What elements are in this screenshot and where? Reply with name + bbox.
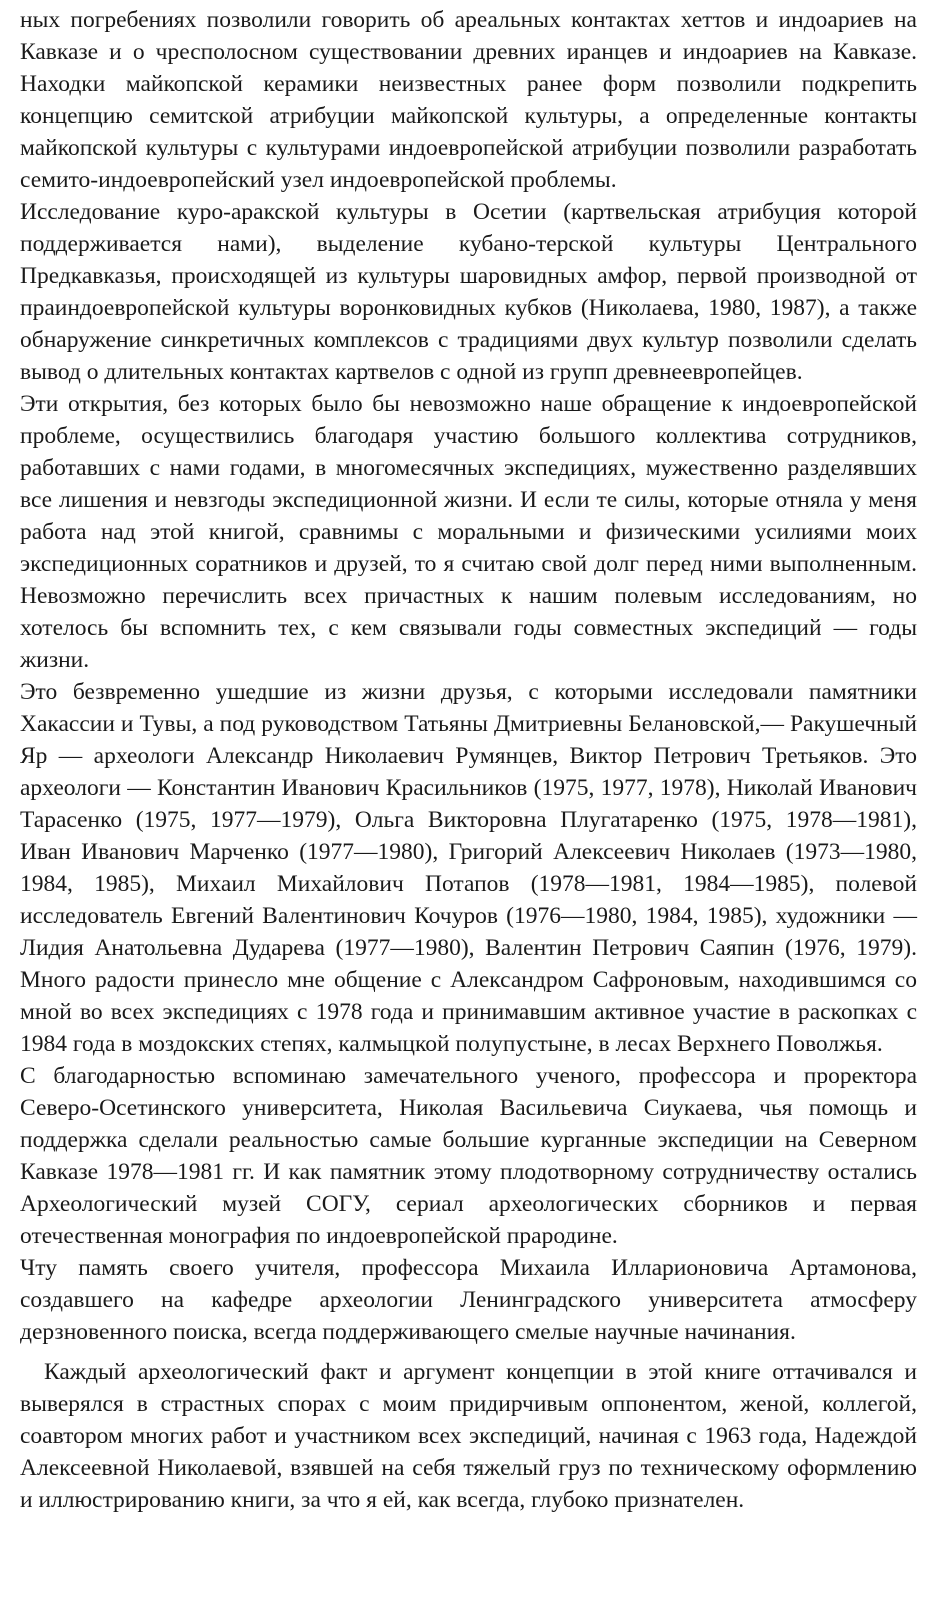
paragraph-continuation: ных погребениях позволили говорить об ареальных контактах хеттов и индоариев на Кавказе и о чресполосном существовании древних иранцев и индоариев на Кавказе. Находки майкопской керамики неизвестных ранее форм позволили подкрепить концепцию семитской атрибуции майкопской культуры, а определенные контакты майкопской культуры с культурами индоевропейской атрибуции позволили разработать семито-индоевропейский узел индоевропейской проблемы. bbox=[20, 7, 917, 193]
paragraph-kuro-araxes: Исследование куро-аракской культуры в Осетии (картвельская атрибуция которой поддерживается нами), выделение кубано-терской культуры Центрального Предкавказья, происходящей из культуры шаровидных амфор, первой производной от праиндоевропейской культуры воронковидных кубков (Николаева, 1980, 1987), а также обнаружение синкретичных комплексов с традициями двух культур позволили сделать вывод о длительных контактах картвелов с одной из групп древнеевропейцев. bbox=[20, 199, 917, 385]
paragraph-siukaev: С благодарностью вспоминаю замечательного ученого, профессора и проректора Северо-Осетинского университета, Николая Васильевича Сиукаева, чья помощь и поддержка сделали реальностью самые большие курганные экспедиции на Северном Кавказе 1978—1981 гг. И как памятник этому плодотворному сотрудничеству остались Археологический музей СОГУ, сериал археологических сборников и первая отечественная монография по индоевропейской прародине. bbox=[20, 1063, 917, 1249]
paragraph-nikolaeva: Каждый археологический факт и аргумент концепции в этой книге оттачивался и выверялся в страстных спорах с моим придирчивым оппонентом, женой, коллегой, соавтором многих работ и участником всех экспедиций, начиная с 1963 года, Надеждой Алексеевной Николаевой, взявшей на себя тяжелый груз по техническому оформлению и иллюстрированию книги, за что я ей, как всегда, глубоко признателен. bbox=[20, 1359, 917, 1513]
paragraph-discoveries: Эти открытия, без которых было бы невозможно наше обращение к индоевропейской проблеме, осуществились благодаря участию большого коллектива сотрудников, работавших с нами годами, в многомесячных экспедициях, мужественно разделявших все лишения и невзгоды экспедиционной жизни. И если те силы, которые отняла у меня работа над этой книгой, сравнимы с моральными и физическими усилиями моих экспедиционных соратников и друзей, то я считаю свой долг перед ними выполненным. Невозможно перечислить всех причастных к нашим полевым исследованиям, но хотелось бы вспомнить тех, с кем связывали годы совместных экспедиций — годы жизни. bbox=[20, 391, 917, 673]
paragraph-artamonov: Чту память своего учителя, профессора Михаила Илларионовича Артамонова, создавшего на кафедре археологии Ленинградского университета атмосферу дерзновенного поиска, всегда поддерживающего смелые научные начинания. bbox=[20, 1255, 917, 1345]
paragraph-colleagues: Это безвременно ушедшие из жизни друзья, с которыми исследовали памятники Хакассии и Тувы, а под руководством Татьяны Дмитриевны Белановской,— Ракушечный Яр — археологи Александр Николаевич Румянцев, Виктор Петрович Третьяков. Это археологи — Константин Иванович Красильников (1975, 1977, 1978), Николай Иванович Тарасенко (1975, 1977—1979), Ольга Викторовна Плугатаренко (1975, 1978—1981), Иван Иванович Марченко (1977—1980), Григорий Алексеевич Николаев (1973—1980, 1984, 1985), Михаил Михайлович Потапов (1978—1981, 1984—1985), полевой исследователь Евгений Валентинович Кочуров (1976—1980, 1984, 1985), художники — Лидия Анатольевна Дударева (1977—1980), Валентин Петрович Саяпин (1976, 1979). Много радости принесло мне общение с Александром Сафроновым, находившимся со мной во всех экспедициях с 1978 года и принимавшим активное участие в раскопках с 1984 года в моздокских степях, калмыцкой полупустыне, в лесах Верхнего Поволжья. bbox=[20, 679, 917, 1057]
